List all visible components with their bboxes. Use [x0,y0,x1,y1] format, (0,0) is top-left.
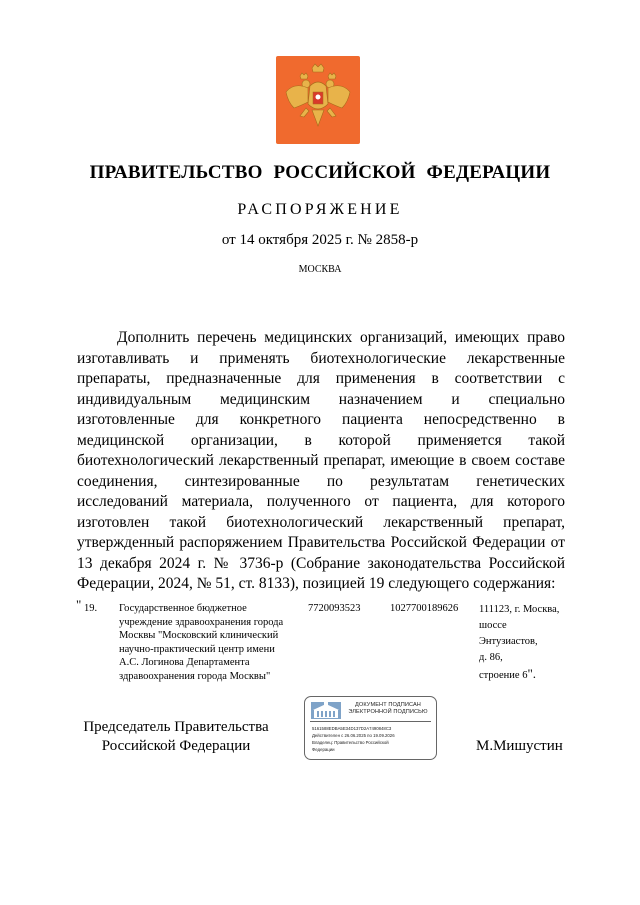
opening-quote: " [76,597,82,612]
address-line: Энтузиастов, [479,636,538,647]
order-paragraph: Дополнить перечень медицинских организаций, имеющих право изготавливать и применять биотехнологические лекарственные препараты, предназначенные для применения в соответствии с индивидуальным медицинским назначением и специально изготовленные для конкретного пациента непосредственно в медицинской организации, в которой применяется такой биотехнологический лекарственный препарат, имеющие в своем составе соединения, синтезированные по результатам генетических исследований материала, полученного от пациента, для которого изготовлен такой биотехнологический лекарственный препарат, утвержденный распоряжением Правительства Российской Федерации от 13 декабря 2024 г. № 3736-р (Собрание законодательства Российской Федерации, 2024, № 51, ст. 8133), позицией 19 следующего содержания: [77,329,565,592]
double-headed-eagle-icon [276,56,360,144]
document-type: РАСПОРЯЖЕНИЕ [237,201,403,218]
certificate-owner: Федерации [312,747,335,752]
organization-inn: 7720093523 [308,603,361,614]
issue-city: МОСКВА [298,264,342,275]
document-date-number: от 14 октября 2025 г. № 2858-р [221,232,419,248]
address-building: строение 6 [479,670,528,681]
government-title: ПРАВИТЕЛЬСТВО РОССИЙСКОЙ ФЕДЕРАЦИИ [89,162,551,183]
signer-position-line: Председатель Правительства [83,719,269,735]
coat-of-arms-emblem [276,56,360,144]
stamp-details [312,725,434,753]
organization-address [479,602,569,684]
certificate-validity: Действителен с 26.06.2025 по 19.09.2026 [312,733,395,738]
address-line: д. 86, [479,652,503,663]
stamp-title [343,702,433,716]
certificate-number: 5161588EDBA5E34D137D2A7490848C3 [312,726,392,731]
table-row [0,598,640,688]
address-line: 111123, г. Москва, [479,604,560,615]
closing-quote: ". [527,666,537,681]
signer-name: М.Мишустин [476,738,563,754]
stamp-title-line: ДОКУМЕНТ ПОДПИСАН [355,702,421,708]
organization-ogrn: 1027700189626 [390,603,459,614]
address-line: шоссе [479,620,507,631]
signer-position-line: Российской Федерации [101,738,251,754]
stamp-title-line: ЭЛЕКТРОННОЙ ПОДПИСЬЮ [348,709,428,715]
government-building-icon [311,702,341,719]
organization-name: Государственное бюджетное учреждение здравоохранения города Москвы "Московский клинический научно-практический центр имени А.С. Логинова Департамента здравоохранения города Москвы" [119,603,284,682]
row-number: 19. [84,603,98,614]
signer-position [76,718,276,756]
address-line-last [479,666,569,684]
electronic-signature-stamp [304,696,437,760]
stamp-divider [310,721,431,722]
certificate-owner: Владелец: Правительство Российской [312,740,389,745]
